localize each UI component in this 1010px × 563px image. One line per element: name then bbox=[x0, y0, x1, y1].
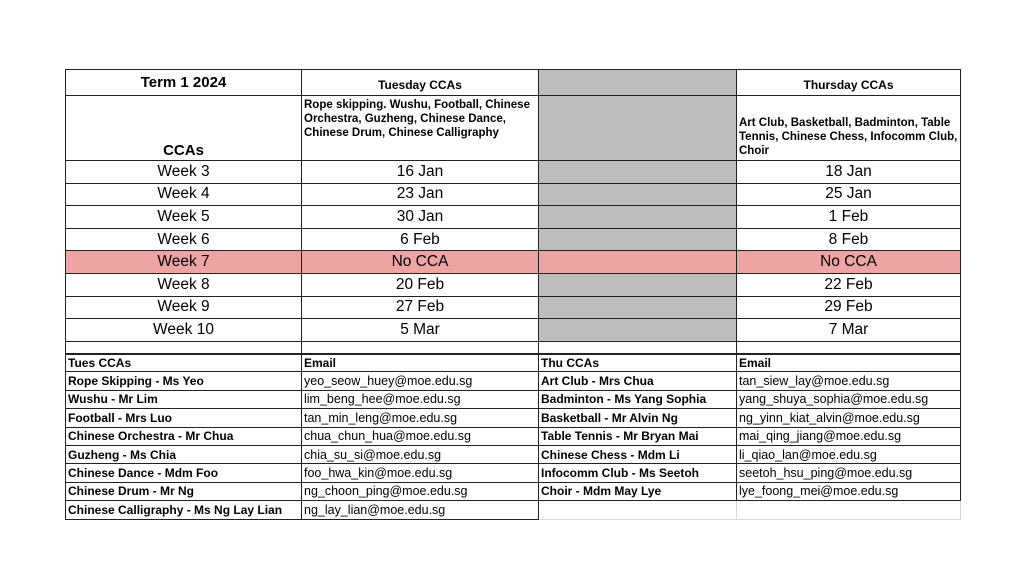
contacts-header-row bbox=[66, 354, 961, 372]
week-row bbox=[66, 319, 961, 342]
thursday-date: 18 Jan bbox=[737, 161, 961, 184]
tue-teacher-name: Wushu - Mr Lim bbox=[66, 390, 302, 408]
thursday-date: 7 Mar bbox=[737, 319, 961, 342]
thu-ccas-header: Thu CCAs bbox=[539, 354, 737, 372]
thursday-date: 8 Feb bbox=[737, 228, 961, 251]
thu-teacher-email: lye_foong_mei@moe.edu.sg bbox=[737, 482, 961, 500]
thursday-date: 25 Jan bbox=[737, 183, 961, 206]
ccas-label: CCAs bbox=[66, 96, 302, 161]
thursday-date: No CCA bbox=[737, 251, 961, 274]
thu-email-header: Email bbox=[737, 354, 961, 372]
tuesday-date: 20 Feb bbox=[302, 273, 539, 296]
tue-teacher-email: lim_beng_hee@moe.edu.sg bbox=[302, 390, 539, 408]
tue-teacher-email: ng_lay_lian@moe.edu.sg bbox=[302, 501, 539, 519]
gray-column-cell bbox=[539, 228, 737, 251]
thursday-header: Thursday CCAs bbox=[737, 70, 961, 96]
week-label: Week 6 bbox=[66, 228, 302, 251]
week-row bbox=[66, 273, 961, 296]
tue-teacher-email: foo_hwa_kin@moe.edu.sg bbox=[302, 464, 539, 482]
contact-row bbox=[66, 501, 961, 519]
thursday-date: 1 Feb bbox=[737, 206, 961, 229]
gray-column-cell bbox=[539, 96, 737, 161]
gray-column-cell bbox=[539, 70, 737, 96]
tue-teacher-email: chua_chun_hua@moe.edu.sg bbox=[302, 427, 539, 445]
schedule-header-row bbox=[66, 70, 961, 96]
tue-teacher-name: Guzheng - Ms Chia bbox=[66, 445, 302, 463]
contact-row bbox=[66, 372, 961, 390]
thu-teacher-email: li_qiao_lan@moe.edu.sg bbox=[737, 445, 961, 463]
contact-row bbox=[66, 464, 961, 482]
tue-teacher-email: chia_su_si@moe.edu.sg bbox=[302, 445, 539, 463]
week-row bbox=[66, 161, 961, 184]
thu-teacher-name: Art Club - Mrs Chua bbox=[539, 372, 737, 390]
tuesday-date: No CCA bbox=[302, 251, 539, 274]
week-row bbox=[66, 251, 961, 274]
week-row bbox=[66, 183, 961, 206]
week-row bbox=[66, 206, 961, 229]
contacts-body bbox=[66, 354, 961, 520]
gray-column-cell bbox=[539, 273, 737, 296]
tuesday-date: 5 Mar bbox=[302, 319, 539, 342]
thursday-cca-list: Art Club, Basketball, Badminton, Table Tennis, Chinese Chess, Infocomm Club, Choir bbox=[737, 96, 961, 161]
thursday-date: 22 Feb bbox=[737, 273, 961, 296]
thu-teacher-email: mai_qing_jiang@moe.edu.sg bbox=[737, 427, 961, 445]
tue-teacher-name: Rope Skipping - Ms Yeo bbox=[66, 372, 302, 390]
week-label: Week 7 bbox=[66, 251, 302, 274]
gray-column-cell bbox=[539, 161, 737, 184]
tue-teacher-name: Chinese Dance - Mdm Foo bbox=[66, 464, 302, 482]
tue-teacher-name: Chinese Drum - Mr Ng bbox=[66, 482, 302, 500]
thu-teacher-email bbox=[737, 501, 961, 519]
term-label: Term 1 2024 bbox=[66, 70, 302, 96]
thu-teacher-name: Infocomm Club - Ms Seetoh bbox=[539, 464, 737, 482]
tue-teacher-email: ng_choon_ping@moe.edu.sg bbox=[302, 482, 539, 500]
gray-column-cell bbox=[539, 251, 737, 274]
tuesday-date: 30 Jan bbox=[302, 206, 539, 229]
thursday-date: 29 Feb bbox=[737, 296, 961, 319]
tue-teacher-name: Football - Mrs Luo bbox=[66, 409, 302, 427]
tuesday-date: 23 Jan bbox=[302, 183, 539, 206]
tuesday-date: 6 Feb bbox=[302, 228, 539, 251]
gray-column-cell bbox=[539, 296, 737, 319]
thu-teacher-email: seetoh_hsu_ping@moe.edu.sg bbox=[737, 464, 961, 482]
thu-teacher-name: Chinese Chess - Mdm Li bbox=[539, 445, 737, 463]
week-label: Week 8 bbox=[66, 273, 302, 296]
cca-schedule-table bbox=[65, 69, 961, 355]
tuesday-header: Tuesday CCAs bbox=[302, 70, 539, 96]
week-label: Week 4 bbox=[66, 183, 302, 206]
week-row bbox=[66, 228, 961, 251]
tues-ccas-header: Tues CCAs bbox=[66, 354, 302, 372]
tuesday-date: 16 Jan bbox=[302, 161, 539, 184]
contact-row bbox=[66, 390, 961, 408]
week-label: Week 10 bbox=[66, 319, 302, 342]
thu-teacher-name: Table Tennis - Mr Bryan Mai bbox=[539, 427, 737, 445]
tue-email-header: Email bbox=[302, 354, 539, 372]
cca-contacts-table bbox=[65, 353, 961, 520]
week-row bbox=[66, 296, 961, 319]
contact-row bbox=[66, 427, 961, 445]
gray-column-cell bbox=[539, 206, 737, 229]
week-label: Week 5 bbox=[66, 206, 302, 229]
tue-teacher-email: tan_min_leng@moe.edu.sg bbox=[302, 409, 539, 427]
tue-teacher-email: yeo_seow_huey@moe.edu.sg bbox=[302, 372, 539, 390]
thu-teacher-name: Choir - Mdm May Lye bbox=[539, 482, 737, 500]
schedule-body bbox=[66, 70, 961, 355]
thu-teacher-email: ng_yinn_kiat_alvin@moe.edu.sg bbox=[737, 409, 961, 427]
gray-column-cell bbox=[539, 183, 737, 206]
contact-row bbox=[66, 445, 961, 463]
tuesday-cca-list: Rope skipping. Wushu, Football, Chinese Orchestra, Guzheng, Chinese Dance, Chinese Drum, Chinese Calligraphy bbox=[302, 96, 539, 161]
tue-teacher-name: Chinese Orchestra - Mr Chua bbox=[66, 427, 302, 445]
contact-row bbox=[66, 409, 961, 427]
cca-list-row bbox=[66, 96, 961, 161]
thu-teacher-email: tan_siew_lay@moe.edu.sg bbox=[737, 372, 961, 390]
tuesday-date: 27 Feb bbox=[302, 296, 539, 319]
thu-teacher-name: Basketball - Mr Alvin Ng bbox=[539, 409, 737, 427]
week-label: Week 9 bbox=[66, 296, 302, 319]
gray-column-cell bbox=[539, 319, 737, 342]
tue-teacher-name: Chinese Calligraphy - Ms Ng Lay Lian bbox=[66, 501, 302, 519]
week-label: Week 3 bbox=[66, 161, 302, 184]
thu-teacher-email: yang_shuya_sophia@moe.edu.sg bbox=[737, 390, 961, 408]
thu-teacher-name: Badminton - Ms Yang Sophia bbox=[539, 390, 737, 408]
contact-row bbox=[66, 482, 961, 500]
thu-teacher-name bbox=[539, 501, 737, 519]
